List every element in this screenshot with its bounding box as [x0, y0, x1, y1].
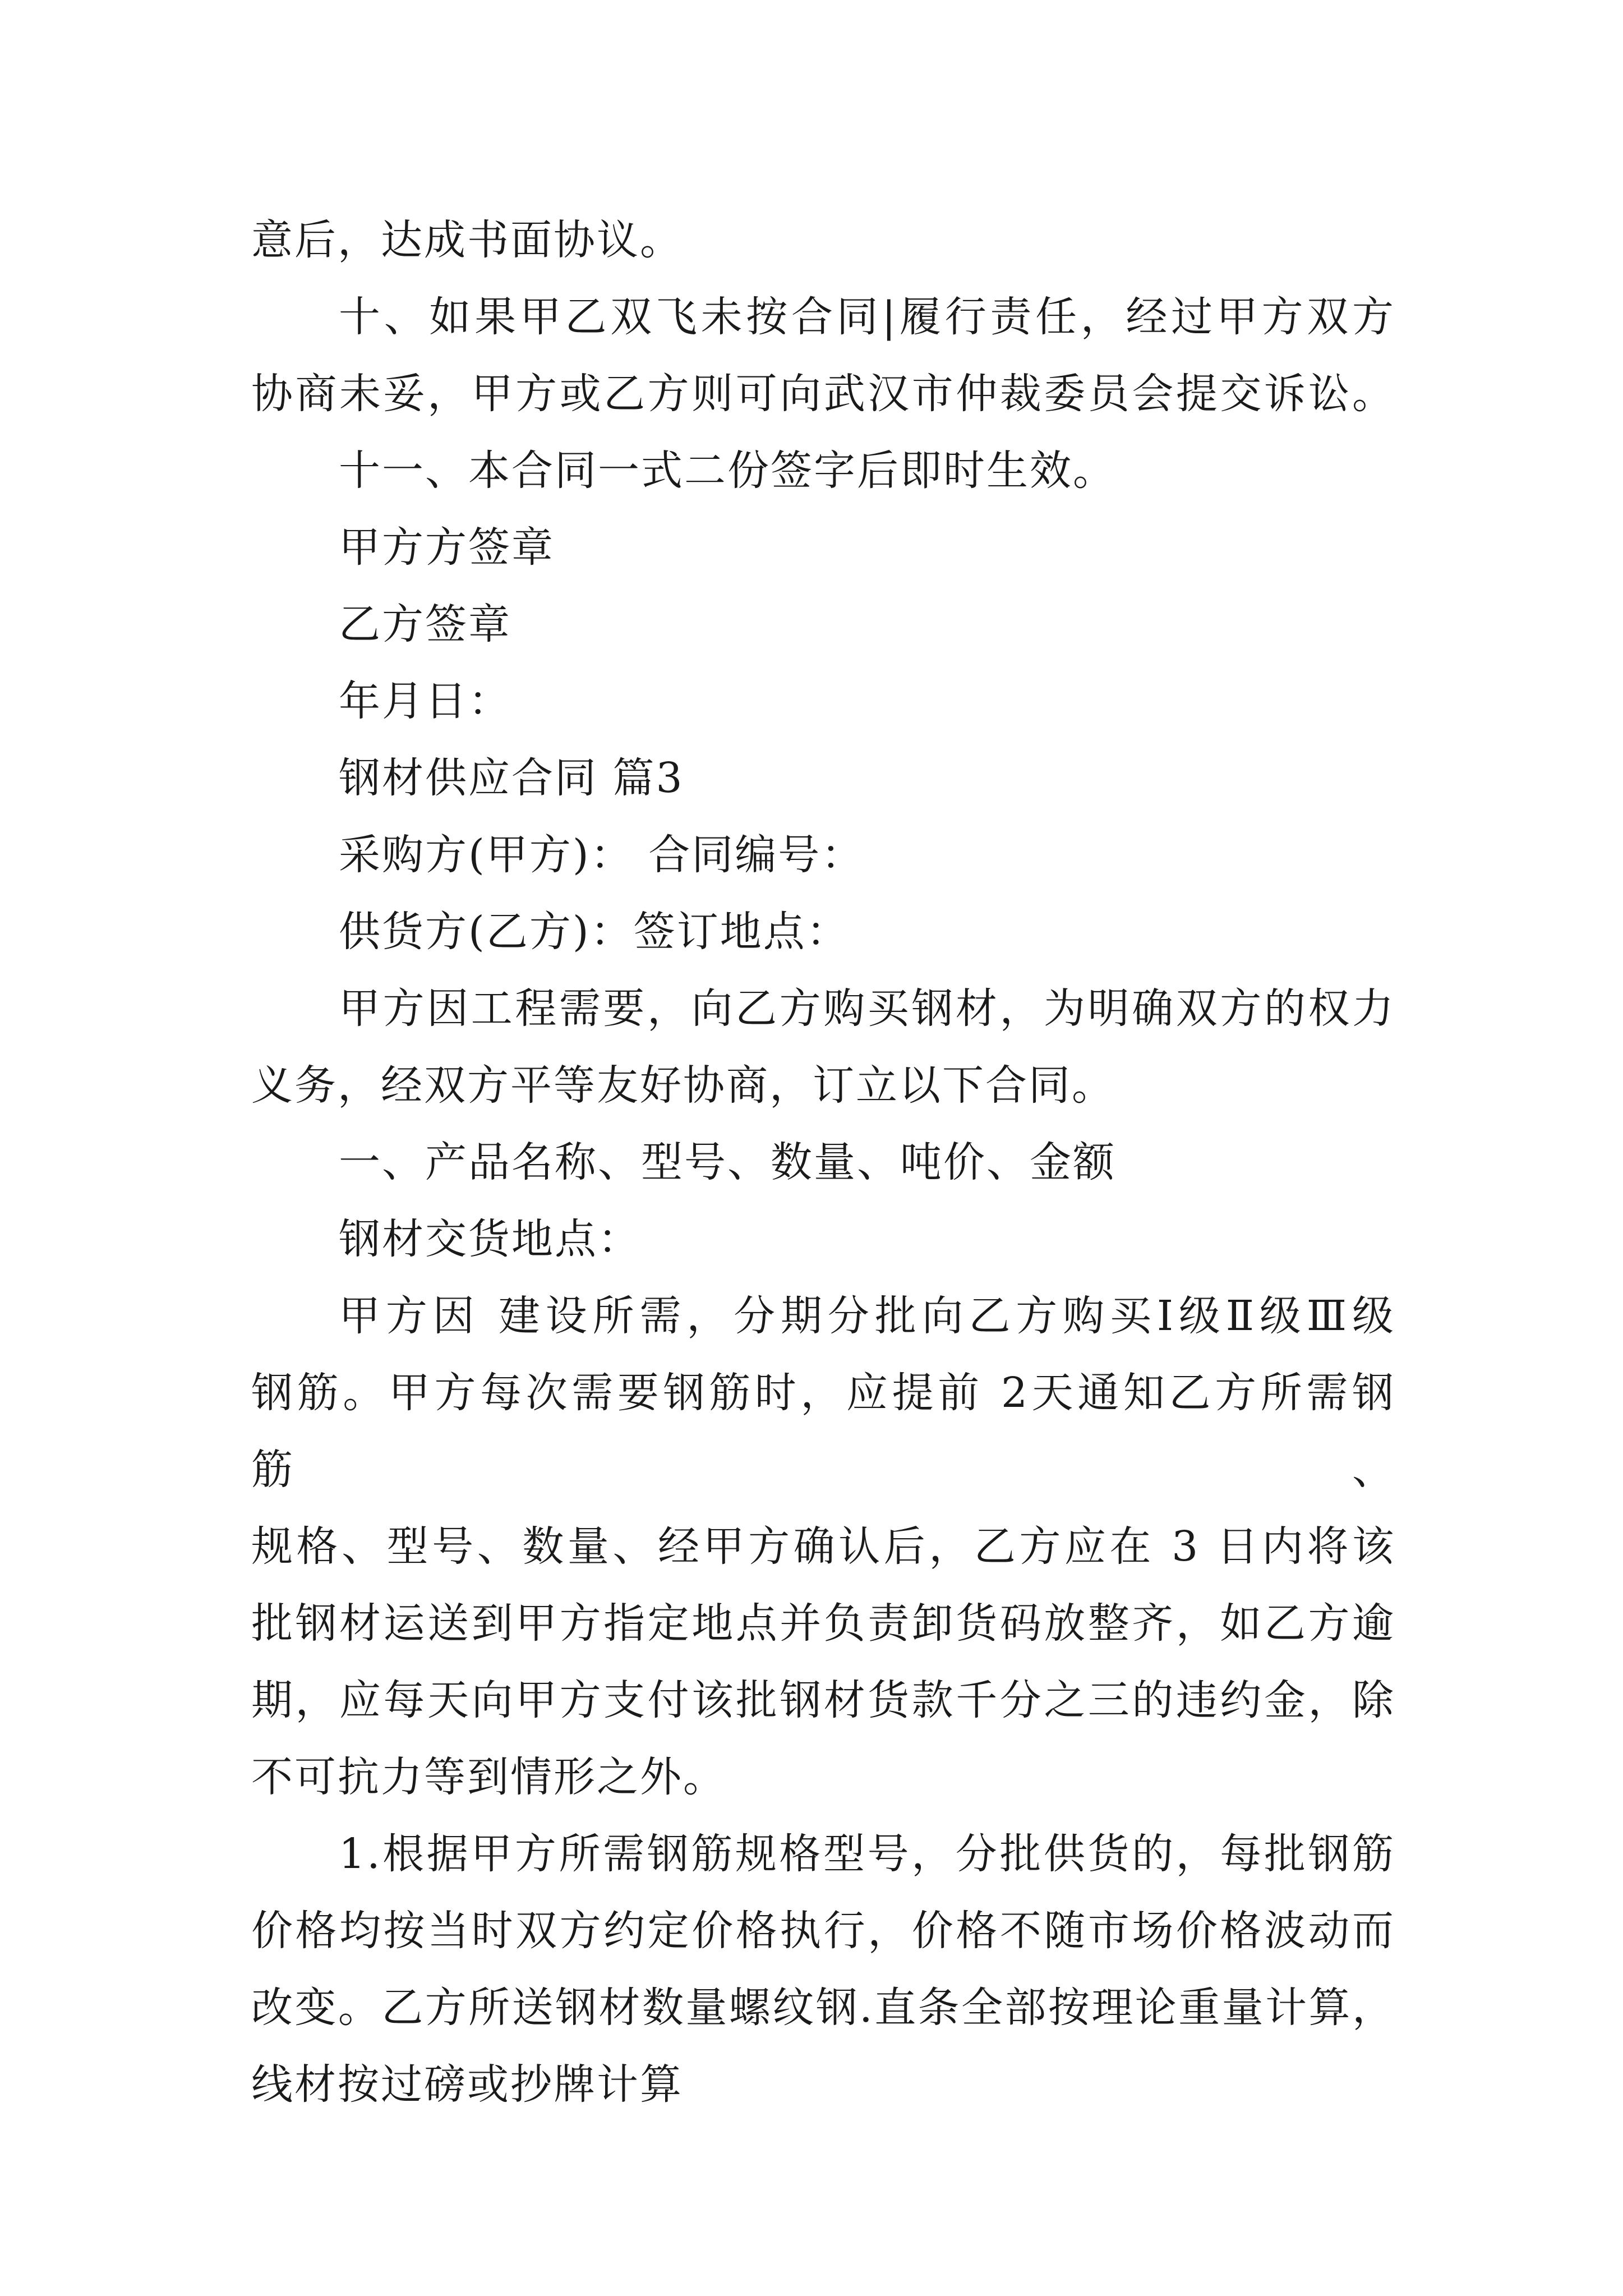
text-line: 乙方签章 [339, 600, 511, 648]
text-line: 甲方因 建设所需，分期分批向乙方购买Ⅰ级Ⅱ级Ⅲ级 [339, 1292, 1395, 1340]
text-line: 一、产品名称、型号、数量、吨价、金额 [339, 1138, 1116, 1186]
text-line: 十、如果甲乙双飞未按合同|履行责任，经过甲方双方 [339, 293, 1395, 341]
text-line: 十一、本合同一式二份签字后即时生效。 [339, 447, 1116, 495]
text-line: 采购方(甲方)： 合同编号： [339, 831, 865, 879]
text-line: 钢材交货地点： [339, 1215, 641, 1263]
text-line: 意后，达成书面协议。 [251, 216, 683, 264]
text-line: 义务，经双方平等友好协商，订立以下合同。 [251, 1061, 1115, 1110]
text-line: 期，应每天向甲方支付该批钢材货款千分之三的违约金，除 [251, 1676, 1395, 1724]
document-body [251, 202, 1395, 2123]
text-line: 年月日： [339, 677, 511, 725]
text-line: 批钢材运送到甲方指定地点并负责卸货码放整齐，如乙方逾 [251, 1599, 1395, 1648]
text-line: 协商未妥，甲方或乙方则可向武汉市仲裁委员会提交诉讼。 [251, 370, 1395, 418]
text-line: 供货方(乙方)：签订地点： [339, 908, 850, 956]
text-line: 改变。乙方所送钢材数量螺纹钢.直条全部按理论重量计算， [251, 1984, 1395, 2032]
text-line: 线材按过磅或抄牌计算 [251, 2060, 683, 2109]
text-line: 甲方方签章 [339, 523, 555, 572]
text-line: 价格均按当时双方约定价格执行，价格不随市场价格波动而 [251, 1907, 1395, 1955]
text-line: 规格、型号、数量、经甲方确认后，乙方应在 3 日内将该 [251, 1522, 1395, 1571]
text-line: 不可抗力等到情形之外。 [251, 1753, 726, 1801]
text-line: 钢筋。甲方每次需要钢筋时，应提前 2天通知乙方所需钢筋、 [251, 1369, 1395, 1494]
text-line: 甲方因工程需要，向乙方购买钢材，为明确双方的权力 [339, 984, 1395, 1033]
section-title: 钢材供应合同 篇3 [339, 754, 684, 802]
text-line: 1.根据甲方所需钢筋规格型号，分批供货的，每批钢筋 [339, 1830, 1395, 1878]
